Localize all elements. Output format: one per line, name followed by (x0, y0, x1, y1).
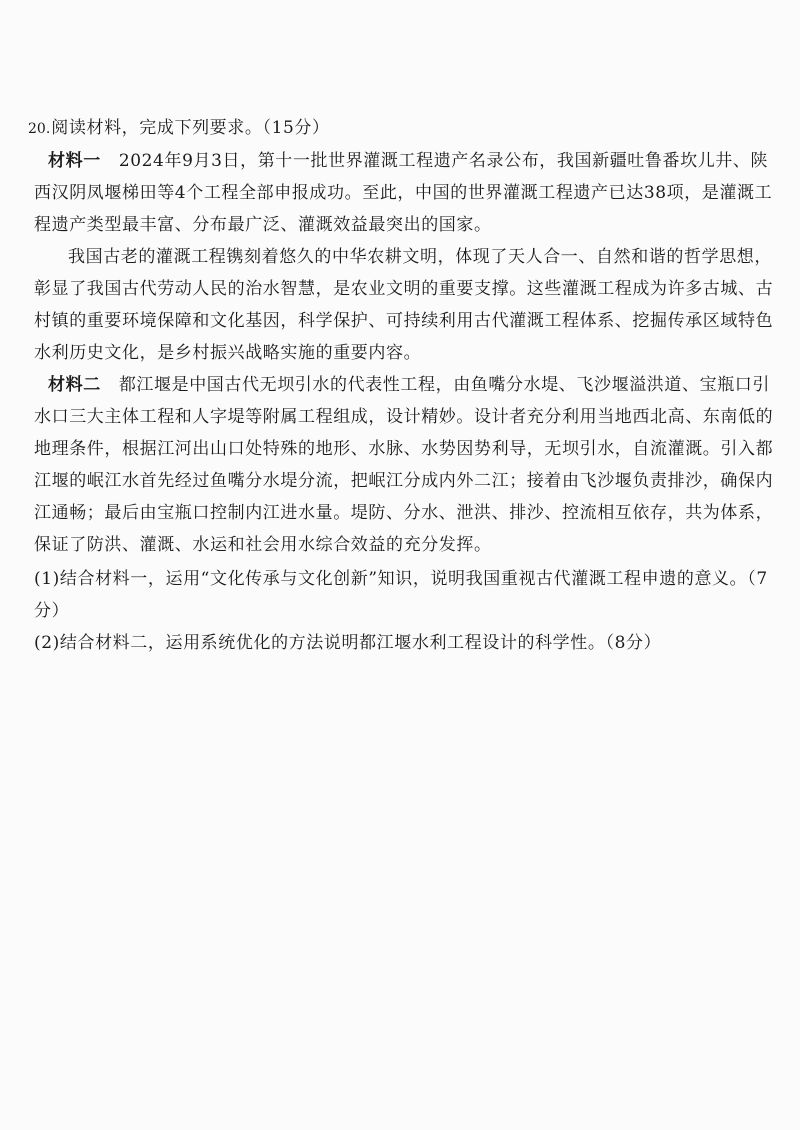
sub-question-1: (1)结合材料一，运用“文化传承与文化创新”知识，说明我国重视古代灌溉工程申遗的意义。（7分） (34, 569, 768, 621)
question-number: 20. (28, 121, 51, 137)
material-2-text: 都江堰是中国古代无坝引水的代表性工程，由鱼嘴分水堤、飞沙堰溢洪道、宝瓶口引水口三大主体工程和人字堤等附属工程组成，设计精妙。设计者充分利用当地西北高、东南低的地理条件，根据江河出山口处特殊的地形、水脉、水势因势利导，无坝引水，自流灌溉。引入都江堰的岷江水首先经过鱼嘴分水堤分流，把岷江分成内外二江；接着由飞沙堰负责排沙，确保内江通畅；最后由宝瓶口控制内江进水量。堤防、分水、泄洪、排沙、控流相互依存，共为体系，保证了防洪、灌溉、水运和社会用水综合效益的充分发挥。 (34, 375, 774, 555)
material-1-text: 2024年9月3日，第十一批世界灌溉工程遗产名录公布，我国新疆吐鲁番坎儿井、陕西汉阴凤堰梯田等4个工程全部申报成功。至此，中国的世界灌溉工程遗产已达38项，是灌溉工程遗产类型最丰富、分布最广泛、灌溉效益最突出的国家。 (34, 151, 773, 235)
question-instruction: 阅读材料，完成下列要求。（15分） (51, 118, 330, 138)
material-2-paragraph (34, 369, 774, 561)
question-heading (28, 112, 774, 145)
material-1-paragraph-2: 我国古老的灌溉工程镌刻着悠久的中华农耕文明，体现了天人合一、自然和谐的哲学思想，彰显了我国古代劳动人民的治水智慧，是农业文明的重要支撑。这些灌溉工程成为许多古城、古村镇的重要环境保障和文化基因，科学保护、可持续利用古代灌溉工程体系、挖掘传承区域特色水利历史文化，是乡村振兴战略实施的重要内容。 (34, 247, 774, 363)
material-2-label: 材料二 (48, 375, 101, 395)
question-20 (28, 112, 774, 659)
sub-question-2: (2)结合材料二，运用系统优化的方法说明都江堰水利工程设计的科学性。（8分） (34, 633, 662, 653)
material-1-paragraph-1 (34, 145, 774, 241)
material-1-label: 材料一 (48, 151, 101, 171)
